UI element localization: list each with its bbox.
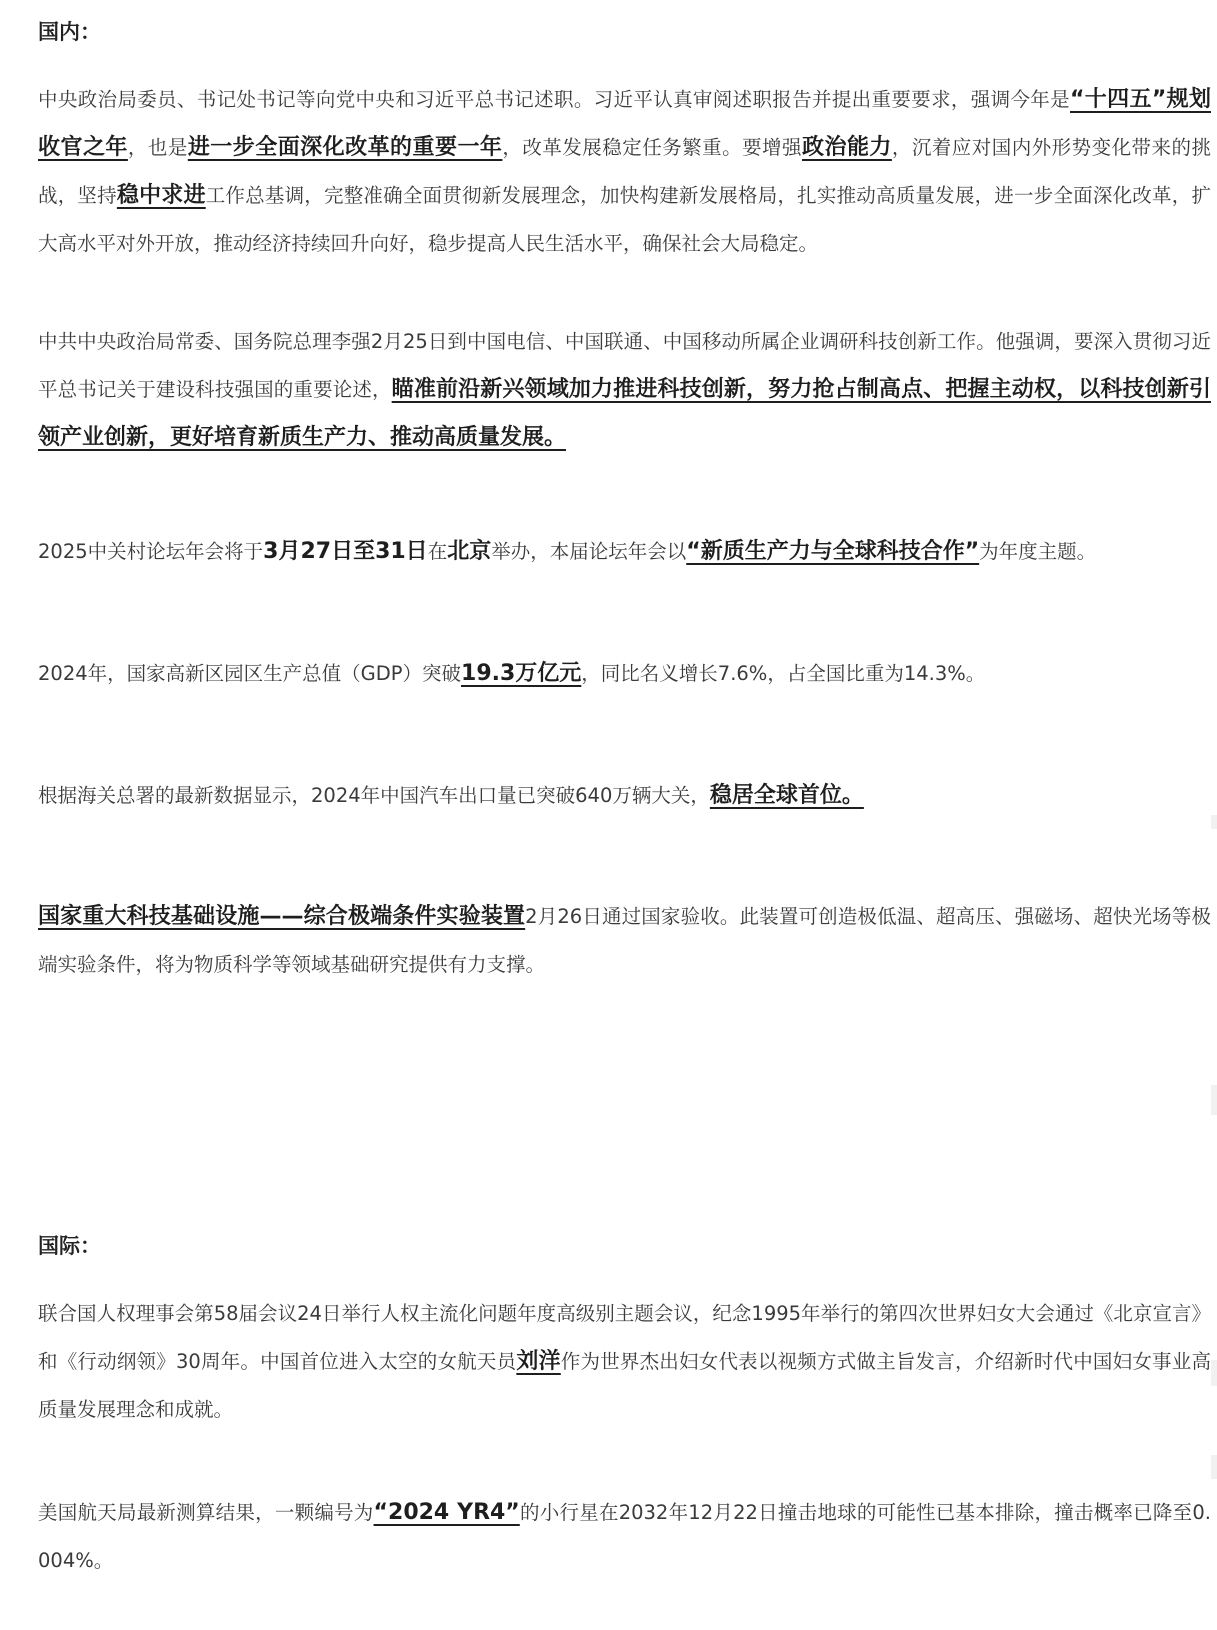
domestic-paragraph-5 [38, 772, 1211, 820]
highlight-asteroid-id: “2024 YR4” [373, 1500, 520, 1525]
text-segment: ，改革发展稳定任务繁重。要增强 [502, 136, 802, 159]
text-segment: 2025中关村论坛年会将于 [38, 540, 264, 563]
highlight-five-year-plan: “十四五”规划收官之年 [38, 87, 1211, 160]
text-segment: ，沉着应对国内外形势变化带来的挑战，坚持 [38, 136, 1211, 207]
text-segment: 举办，本届论坛年会以 [491, 540, 687, 563]
highlight-forum-theme: “新质生产力与全球科技合作” [686, 539, 980, 564]
international-heading: 国际： [38, 1234, 101, 1258]
edge-artifact [1211, 1360, 1217, 1386]
highlight-political-ability: 政治能力 [802, 135, 892, 160]
text-segment: 的小行星在2032年12月22日撞击地球的可能性已基本排除，撞击概率已降至0.004%。 [38, 1501, 1211, 1572]
text-segment: 联合国人权理事会第58届会议24日举行人权主流化问题年度高级别主题会议，纪念1995年举行的第四次世界妇女大会通过《北京宣言》和《行动纲领》30周年。中国首位进入太空的女航天员 [38, 1302, 1211, 1373]
text-segment: 2月26日通过国家验收。此装置可创造极低温、超高压、强磁场、超快光场等极端实验条件，将为物质科学等领域基础研究提供有力支撑。 [38, 905, 1211, 976]
domestic-paragraph-6 [38, 893, 1211, 989]
text-segment: 美国航天局最新测算结果，一颗编号为 [38, 1501, 374, 1524]
highlight-astronaut-name: 刘洋 [516, 1349, 561, 1374]
text-segment: 2024年，国家高新区园区生产总值（GDP）突破 [38, 662, 462, 685]
bold-dates: 3月27日至31日 [263, 539, 428, 564]
international-paragraph-2 [38, 1489, 1211, 1585]
domestic-paragraph-1 [38, 76, 1211, 268]
highlight-stability: 稳中求进 [116, 183, 206, 208]
highlight-export-rank: 稳居全球首位。 [709, 783, 864, 808]
text-segment: 中共中央政治局常委、国务院总理李强2月25日到中国电信、中国联通、中国移动所属企业调研科技创新工作。他强调，要深入贯彻习近平总书记关于建设科技强国的重要论述， [38, 330, 1211, 401]
highlight-facility-name: 国家重大科技基础设施——综合极端条件实验装置 [38, 904, 526, 929]
edge-artifact [1211, 1455, 1217, 1479]
edge-artifact [1211, 815, 1217, 829]
text-segment: 工作总基调，完整准确全面贯彻新发展理念，加快构建新发展格局，扎实推动高质量发展，进一步全面深化改革，扩大高水平对外开放，推动经济持续回升向好，稳步提高人民生活水平，确保社会大局稳定。 [38, 184, 1211, 255]
highlight-reform-year: 进一步全面深化改革的重要一年 [187, 135, 503, 160]
edge-artifact [1211, 1085, 1217, 1115]
highlight-tech-innovation: 瞄准前沿新兴领域加力推进科技创新，努力抢占制高点、把握主动权，以科技创新引领产业创新，更好培育新质生产力、推动高质量发展。 [38, 377, 1211, 450]
text-segment: 中央政治局委员、书记处书记等向党中央和习近平总书记述职。习近平认真审阅述职报告并提出重要要求，强调今年是 [38, 88, 1070, 111]
domestic-paragraph-3 [38, 528, 1211, 576]
domestic-heading: 国内： [38, 20, 101, 44]
text-segment: ，也是 [127, 136, 188, 159]
text-segment: ，同比名义增长7.6%，占全国比重为14.3%。 [581, 662, 986, 685]
text-segment: 在 [427, 540, 448, 563]
text-segment: 为年度主题。 [979, 540, 1097, 563]
domestic-paragraph-2 [38, 318, 1211, 462]
domestic-paragraph-4 [38, 650, 1211, 698]
text-segment: 作为世界杰出妇女代表以视频方式做主旨发言，介绍新时代中国妇女事业高质量发展理念和成就。 [38, 1350, 1211, 1421]
international-paragraph-1 [38, 1290, 1211, 1434]
bold-city: 北京 [447, 539, 492, 564]
highlight-gdp-value: 19.3万亿元 [461, 661, 582, 686]
text-segment: 根据海关总署的最新数据显示，2024年中国汽车出口量已突破640万辆大关， [38, 784, 710, 807]
